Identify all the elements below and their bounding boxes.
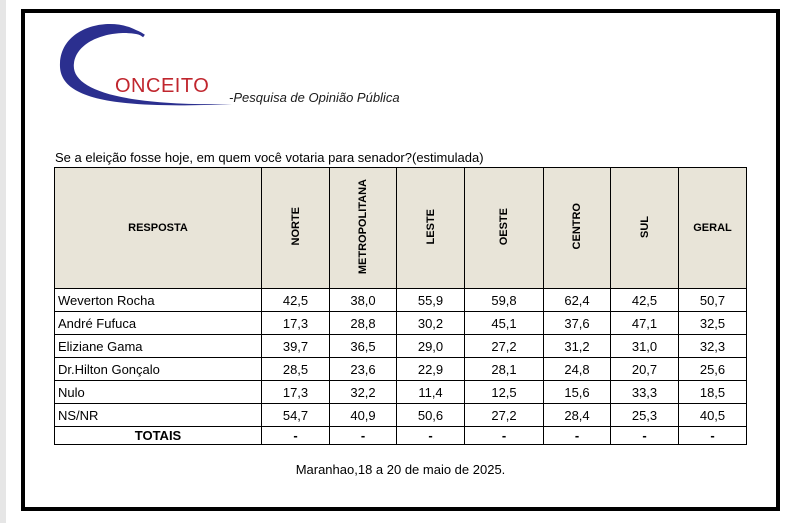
table-cell: 32,2 xyxy=(330,381,397,404)
table-cell: 28,5 xyxy=(262,358,330,381)
table-cell: 17,3 xyxy=(262,381,330,404)
table-cell: 31,0 xyxy=(611,335,679,358)
table-row xyxy=(55,289,747,312)
table-cell: 30,2 xyxy=(397,312,465,335)
table-row xyxy=(55,335,747,358)
tagline: -Pesquisa de Opinião Pública xyxy=(229,90,400,105)
table-cell: 18,5 xyxy=(679,381,747,404)
table-cell: 20,7 xyxy=(611,358,679,381)
logo-wordmark: ONCEITO xyxy=(115,75,210,97)
table-cell: 28,4 xyxy=(544,404,611,427)
table-cell: 28,8 xyxy=(330,312,397,335)
conceito-logo xyxy=(52,18,242,108)
table-cell: 28,1 xyxy=(465,358,544,381)
table-cell: 40,9 xyxy=(330,404,397,427)
column-header-leste: LESTE xyxy=(397,168,465,289)
table-cell: - xyxy=(679,427,747,445)
table-cell: 25,3 xyxy=(611,404,679,427)
survey-date-footer: Maranhao,18 a 20 de maio de 2025. xyxy=(295,462,506,477)
table-cell: 42,5 xyxy=(611,289,679,312)
table-cell: 55,9 xyxy=(397,289,465,312)
table-cell: 32,5 xyxy=(679,312,747,335)
results-table xyxy=(54,167,747,445)
table-row xyxy=(55,312,747,335)
table-row xyxy=(55,381,747,404)
table-cell: 24,8 xyxy=(544,358,611,381)
table-row xyxy=(55,358,747,381)
table-cell: 12,5 xyxy=(465,381,544,404)
page-left-margin xyxy=(0,0,6,523)
candidate-name: Nulo xyxy=(55,381,262,404)
table-cell: 25,6 xyxy=(679,358,747,381)
table-cell: 47,1 xyxy=(611,312,679,335)
table-cell: 59,8 xyxy=(465,289,544,312)
table-cell: 37,6 xyxy=(544,312,611,335)
candidate-name: Weverton Rocha xyxy=(55,289,262,312)
table-cell: 11,4 xyxy=(397,381,465,404)
table-cell: 23,6 xyxy=(330,358,397,381)
column-header-sul: SUL xyxy=(611,168,679,289)
table-cell: 29,0 xyxy=(397,335,465,358)
table-cell: 62,4 xyxy=(544,289,611,312)
candidate-name: Eliziane Gama xyxy=(55,335,262,358)
column-header-centro: CENTRO xyxy=(544,168,611,289)
document-frame xyxy=(21,9,780,511)
table-cell: - xyxy=(611,427,679,445)
table-header-row xyxy=(55,168,747,289)
survey-question: Se a eleição fosse hoje, em quem você votaria para senador?(estimulada) xyxy=(55,150,484,165)
table-cell: 40,5 xyxy=(679,404,747,427)
column-header-resposta: RESPOSTA xyxy=(55,168,262,289)
table-cell: 42,5 xyxy=(262,289,330,312)
table-cell: 27,2 xyxy=(465,335,544,358)
table-cell: 27,2 xyxy=(465,404,544,427)
table-cell: - xyxy=(465,427,544,445)
totals-label: TOTAIS xyxy=(55,427,262,445)
candidate-name: NS/NR xyxy=(55,404,262,427)
table-cell: 33,3 xyxy=(611,381,679,404)
table-cell: 17,3 xyxy=(262,312,330,335)
table-cell: - xyxy=(262,427,330,445)
table-cell: - xyxy=(544,427,611,445)
table-cell: 31,2 xyxy=(544,335,611,358)
table-cell: 36,5 xyxy=(330,335,397,358)
table-cell: 50,7 xyxy=(679,289,747,312)
table-cell: 32,3 xyxy=(679,335,747,358)
table-cell: 38,0 xyxy=(330,289,397,312)
table-cell: 39,7 xyxy=(262,335,330,358)
column-header-metropolitana: METROPOLITANA xyxy=(330,168,397,289)
table-cell: - xyxy=(397,427,465,445)
candidate-name: Dr.Hilton Gonçalo xyxy=(55,358,262,381)
totals-row xyxy=(55,427,747,445)
column-header-oeste: OESTE xyxy=(465,168,544,289)
column-header-geral: GERAL xyxy=(679,168,747,289)
table-cell: 22,9 xyxy=(397,358,465,381)
table-cell: - xyxy=(330,427,397,445)
table-row xyxy=(55,404,747,427)
table-cell: 54,7 xyxy=(262,404,330,427)
table-cell: 45,1 xyxy=(465,312,544,335)
table-cell: 15,6 xyxy=(544,381,611,404)
candidate-name: André Fufuca xyxy=(55,312,262,335)
column-header-norte: NORTE xyxy=(262,168,330,289)
table-cell: 50,6 xyxy=(397,404,465,427)
